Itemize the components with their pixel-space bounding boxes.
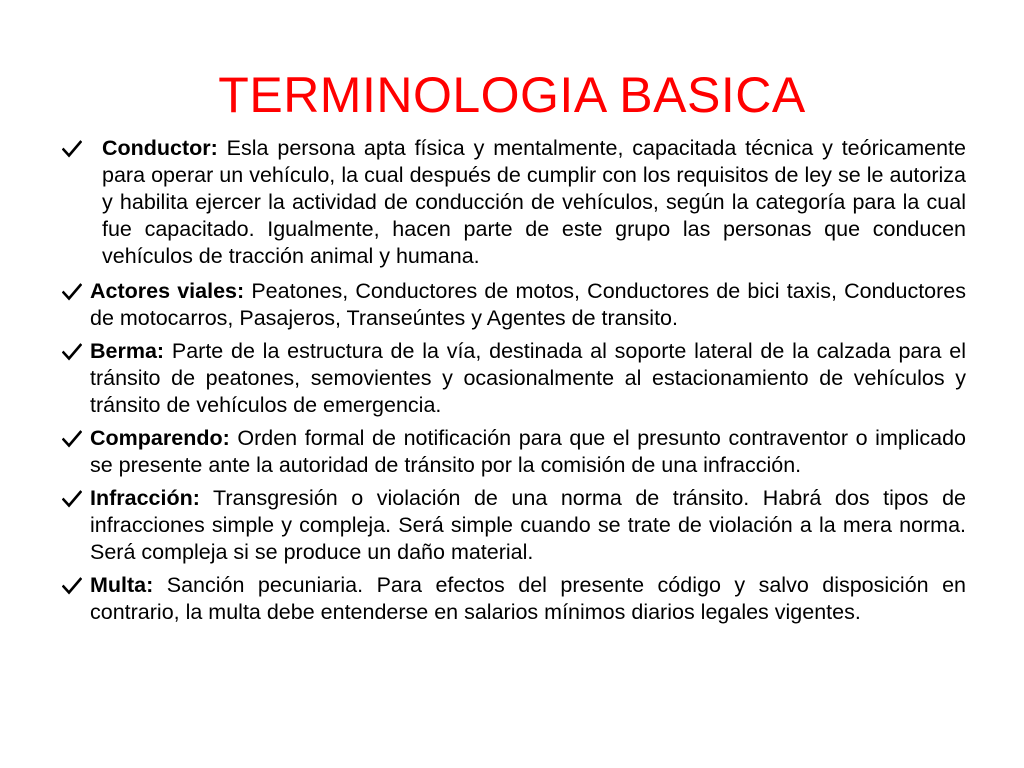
term-definition: Peatones, Conductores de motos, Conductores de bici taxis, Conductores de motocarros, Pasajeros, Transeúntes y Agentes de transito. [90, 279, 967, 330]
checkmark-icon [62, 425, 90, 452]
slide-title: TERMINOLOGIA BASICA [218, 67, 806, 123]
checkmark-icon [62, 135, 102, 162]
term-definition: Parte de la estructura de la vía, destinada al soporte lateral de la calzada para el tránsito de peatones, semovientes y ocasionalmente al estacionamiento de vehículos y tránsito de vehículos de emergencia. [90, 339, 966, 417]
item-text [90, 278, 966, 332]
term-definition: Transgresión o violación de una norma de tránsito. Habrá dos tipos de infracciones simple y compleja. Será simple cuando se trate de violación a la mera norma. Será compleja si se produce un daño material. [90, 486, 966, 564]
item-text [102, 135, 966, 270]
list-item [62, 572, 966, 626]
item-text [90, 425, 966, 479]
term-label: Conductor: [102, 136, 218, 160]
checkmark-icon [62, 338, 90, 365]
list-item [62, 338, 966, 419]
definition-list [62, 135, 966, 632]
term-label: Comparendo: [90, 426, 230, 450]
checkmark-icon [62, 572, 90, 599]
list-item [62, 278, 966, 332]
list-item [62, 135, 966, 270]
term-label: Berma: [90, 339, 165, 363]
checkmark-icon [62, 278, 90, 305]
term-label: Multa: [90, 573, 154, 597]
item-text [90, 485, 966, 566]
item-text [90, 572, 966, 626]
term-definition: Esla persona apta física y mentalmente, capacitada técnica y teóricamente para operar un vehículo, la cual después de cumplir con los requisitos de ley se le autoriza y habilita ejercer la actividad de conducción de vehículos, según la categoría para la cual fue capacitado. Igualmente, hacen parte de este grupo las personas que conducen vehículos de tracción animal y humana. [102, 136, 966, 268]
term-definition: Sanción pecuniaria. Para efectos del presente código y salvo disposición en contrario, la multa debe entenderse en salarios mínimos diarios legales vigentes. [90, 573, 966, 624]
term-label: Infracción: [90, 486, 200, 510]
list-item [62, 425, 966, 479]
term-label: Actores viales: [90, 279, 245, 303]
item-text [90, 338, 966, 419]
term-definition: Orden formal de notificación para que el presunto contraventor o implicado se presente ante la autoridad de tránsito por la comisión de una infracción. [90, 426, 966, 477]
checkmark-icon [62, 485, 90, 512]
list-item [62, 485, 966, 566]
